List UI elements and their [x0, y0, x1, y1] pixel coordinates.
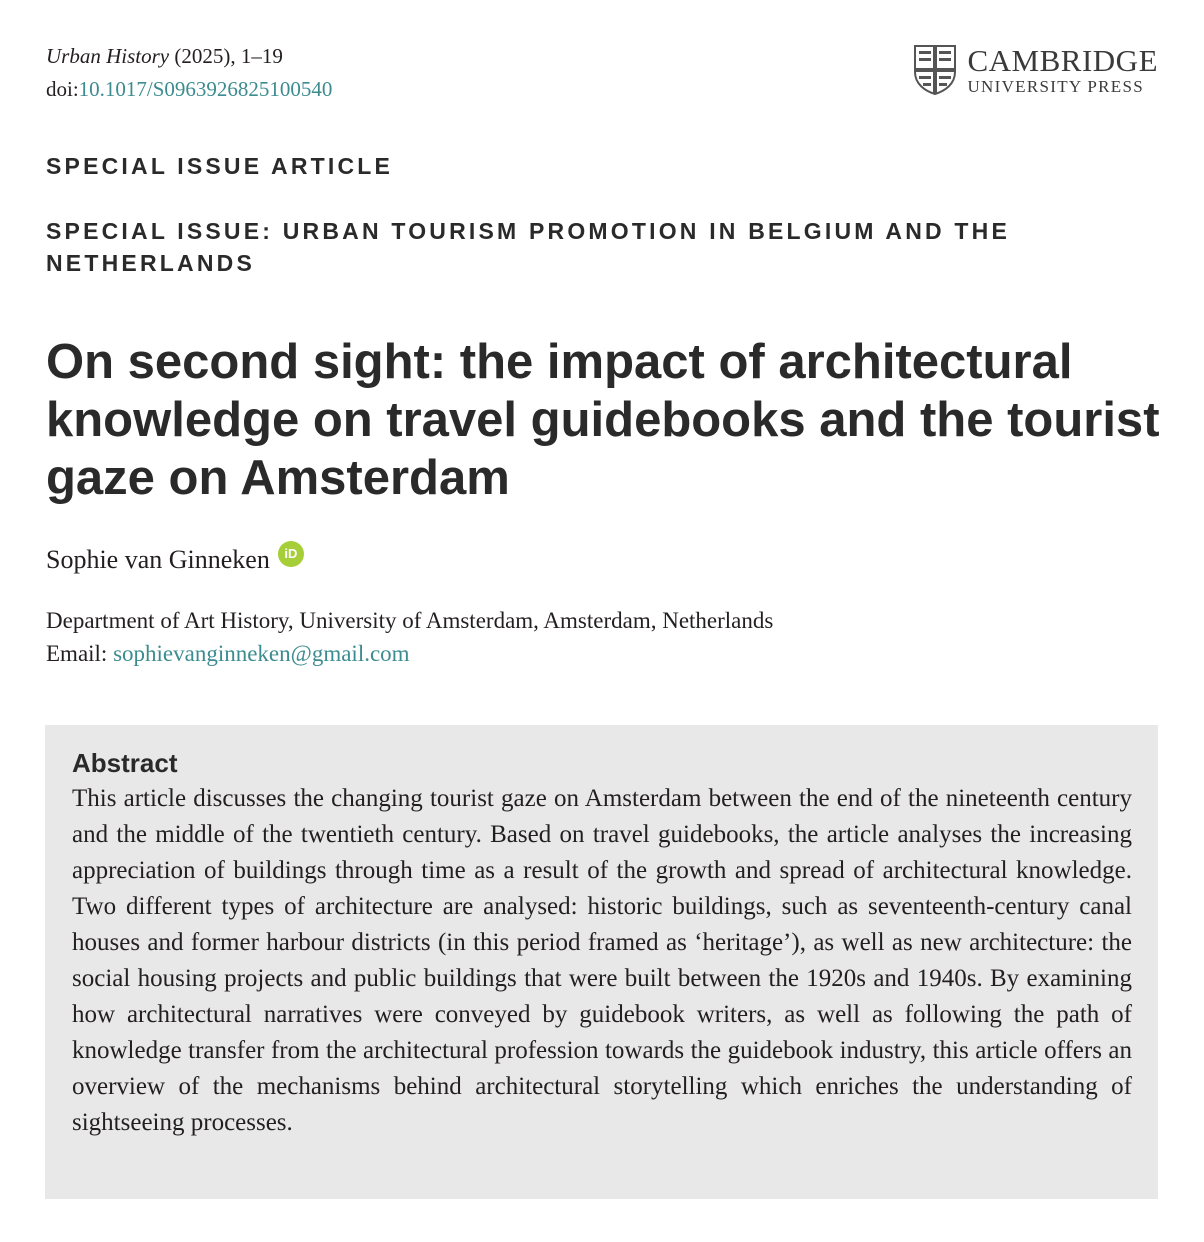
journal-citation: [46, 40, 332, 73]
special-issue-label: SPECIAL ISSUE: URBAN TOURISM PROMOTION IN BELGIUM AND THE NETHERLANDS: [46, 218, 1011, 276]
article-title: On second sight: the impact of architectural knowledge on travel guidebooks and the tourist gaze on Amsterdam: [46, 335, 1160, 505]
publisher-logo: [913, 44, 1158, 96]
cambridge-shield-icon: [913, 44, 957, 96]
email-line: [46, 637, 773, 670]
orcid-icon[interactable]: iD: [278, 541, 304, 567]
affiliation: Department of Art History, University of Amsterdam, Amsterdam, Netherlands: [46, 608, 774, 633]
doi-link[interactable]: 10.1017/S0963926825100540: [78, 77, 333, 101]
publisher-name: CAMBRIDGE: [967, 43, 1158, 78]
email-label: Email:: [46, 641, 108, 666]
email-link[interactable]: sophievanginneken@gmail.com: [113, 641, 410, 666]
abstract-box: [45, 725, 1158, 1199]
abstract-heading: Abstract: [72, 748, 178, 778]
journal-info: [46, 40, 332, 106]
doi-label: doi:: [46, 77, 79, 101]
abstract-text: This article discusses the changing tourist gaze on Amsterdam between the end of the nineteenth century and the middle of the twentieth century. Based on travel guidebooks, the article analyses the increasing appreciation of buildings through time as a result of the growth and spread of architectural knowledge. Two different types of architecture are analysed: historic buildings, such as seventeenth-century canal houses and former harbour districts (in this period framed as ‘heritage’), as well as new architecture: the social housing projects and public buildings that were built between the 1920s and 1940s. By examining how architectural narratives were conveyed by guidebook writers, as well as following the path of knowledge transfer from the architectural profession towards the guidebook industry, this article offers an overview of the mechanisms behind architectural storytelling which enriches the understanding of sightseeing processes.: [72, 785, 1132, 1136]
doi-line: [46, 73, 332, 106]
author-line: [46, 545, 304, 575]
publisher-subname: UNIVERSITY PRESS: [967, 77, 1144, 96]
author-name: Sophie van Ginneken: [46, 545, 270, 574]
article-type: SPECIAL ISSUE ARTICLE: [46, 153, 394, 179]
journal-details: (2025), 1–19: [174, 44, 283, 68]
affiliation-block: [46, 604, 773, 670]
journal-name: Urban History: [46, 44, 170, 68]
